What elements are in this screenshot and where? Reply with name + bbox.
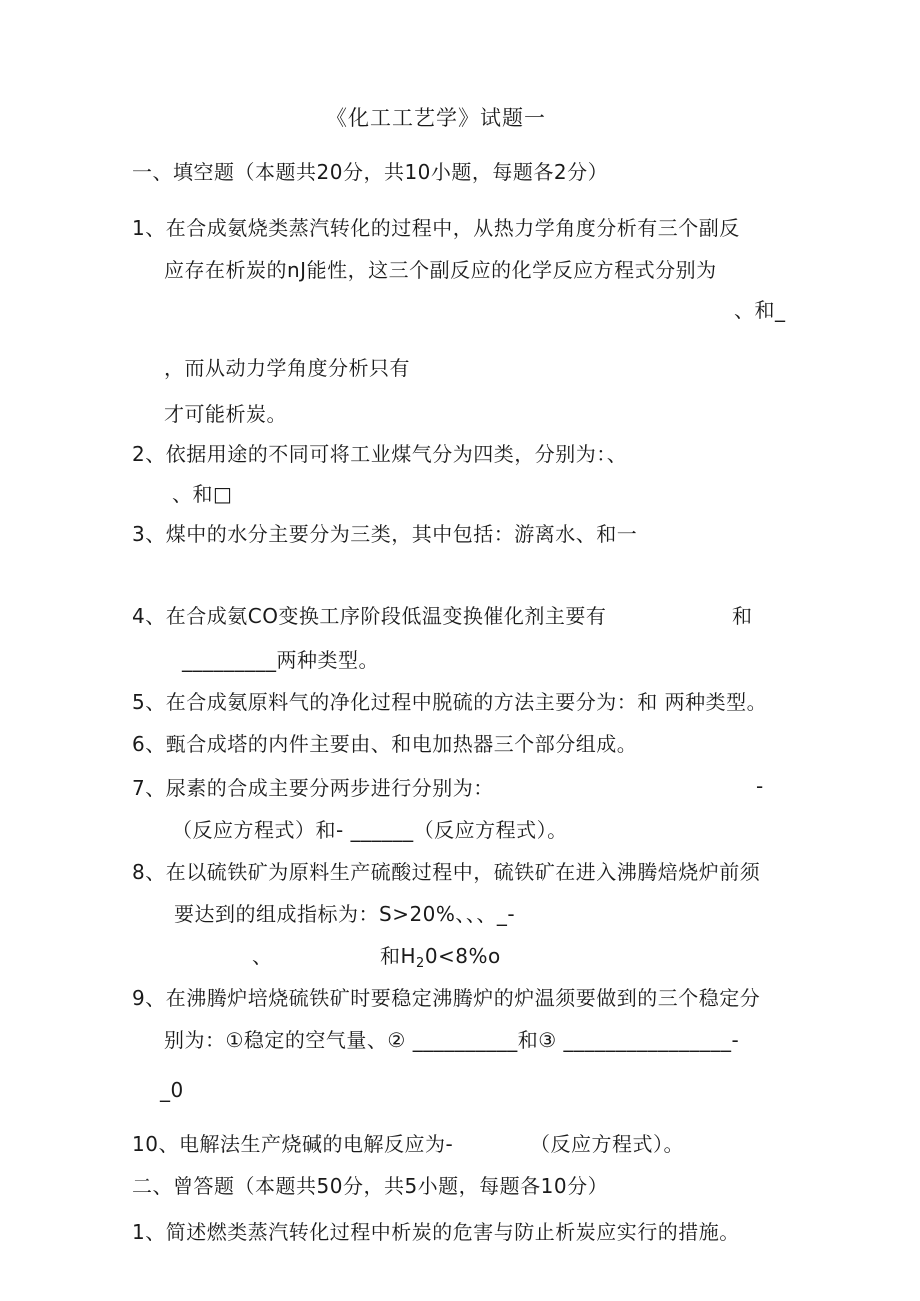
q7-line1-dash: - — [756, 774, 764, 798]
q7-line1: 7、尿素的合成主要分两步进行分别为： — [132, 776, 494, 800]
q8-line1: 8、在以硫铁矿为原料生产硫酸过程中，硫铁矿在进入沸腾焙烧炉前须 — [132, 860, 761, 884]
section2-q1: 1、简述燃类蒸汽转化过程中析炭的危害与防止析炭应实行的措施。 — [132, 1220, 740, 1244]
q9-line2: 别为：①稳定的空气量、② __________和③ ________________- — [164, 1028, 740, 1052]
q5-line1: 5、在合成氨原料气的净化过程中脱硫的方法主要分为：和 两种类型。 — [132, 690, 768, 714]
q1-line4: ，而从动力学角度分析只有 — [164, 356, 410, 380]
q10-line1-end: （反应方程式）。 — [530, 1132, 684, 1156]
q3-line1: 3、煤中的水分主要分为三类，其中包括：游离水、和一 — [132, 522, 638, 546]
q1-line3: 、和_ — [734, 298, 786, 322]
q2-line1: 2、依据用途的不同可将工业煤气分为四类，分别为：、 — [132, 442, 628, 466]
q4-line2: _________两种类型。 — [182, 648, 379, 672]
q7-line2: （反应方程式）和- ______（反应方程式）。 — [172, 818, 568, 842]
section1-heading: 一、填空题（本题共20分，共10小题，每题各2分） — [132, 160, 609, 184]
q6-line1: 6、甄合成塔的内件主要由、和电加热器三个部分组成。 — [132, 732, 638, 756]
q1-line1: 1、在合成氨烧类蒸汽转化的过程中，从热力学角度分析有三个副反 — [132, 216, 740, 240]
page-title: 《化工工艺学》试题一 — [326, 106, 546, 130]
q4-line1: 4、在合成氨CO变换工序阶段低温变换催化剂主要有 — [132, 604, 607, 628]
q8-line3-comma: 、 — [252, 944, 273, 968]
q9-line1: 9、在沸腾炉培烧硫铁矿时要稳定沸腾炉的炉温须要做到的三个稳定分 — [132, 986, 761, 1010]
q1-line5: 才可能析炭。 — [164, 402, 287, 426]
q10-line1: 10、电解法生产烧碱的电解反应为- — [132, 1132, 454, 1156]
q9-line3: _0 — [160, 1078, 184, 1102]
section2-heading: 二、曾答题（本题共50分，共5小题，每题各10分） — [132, 1174, 609, 1198]
q8-line2: 要达到的组成指标为：S>20%、、、_- — [174, 902, 516, 926]
q1-line2: 应存在析炭的nJ能性，这三个副反应的化学反应方程式分别为 — [164, 258, 717, 282]
q2-line2: 、和□ — [172, 482, 233, 506]
q4-line1-and: 和 — [732, 604, 753, 628]
q8-line3-h2o: 和$H_20<8\%o$ — [380, 944, 501, 971]
